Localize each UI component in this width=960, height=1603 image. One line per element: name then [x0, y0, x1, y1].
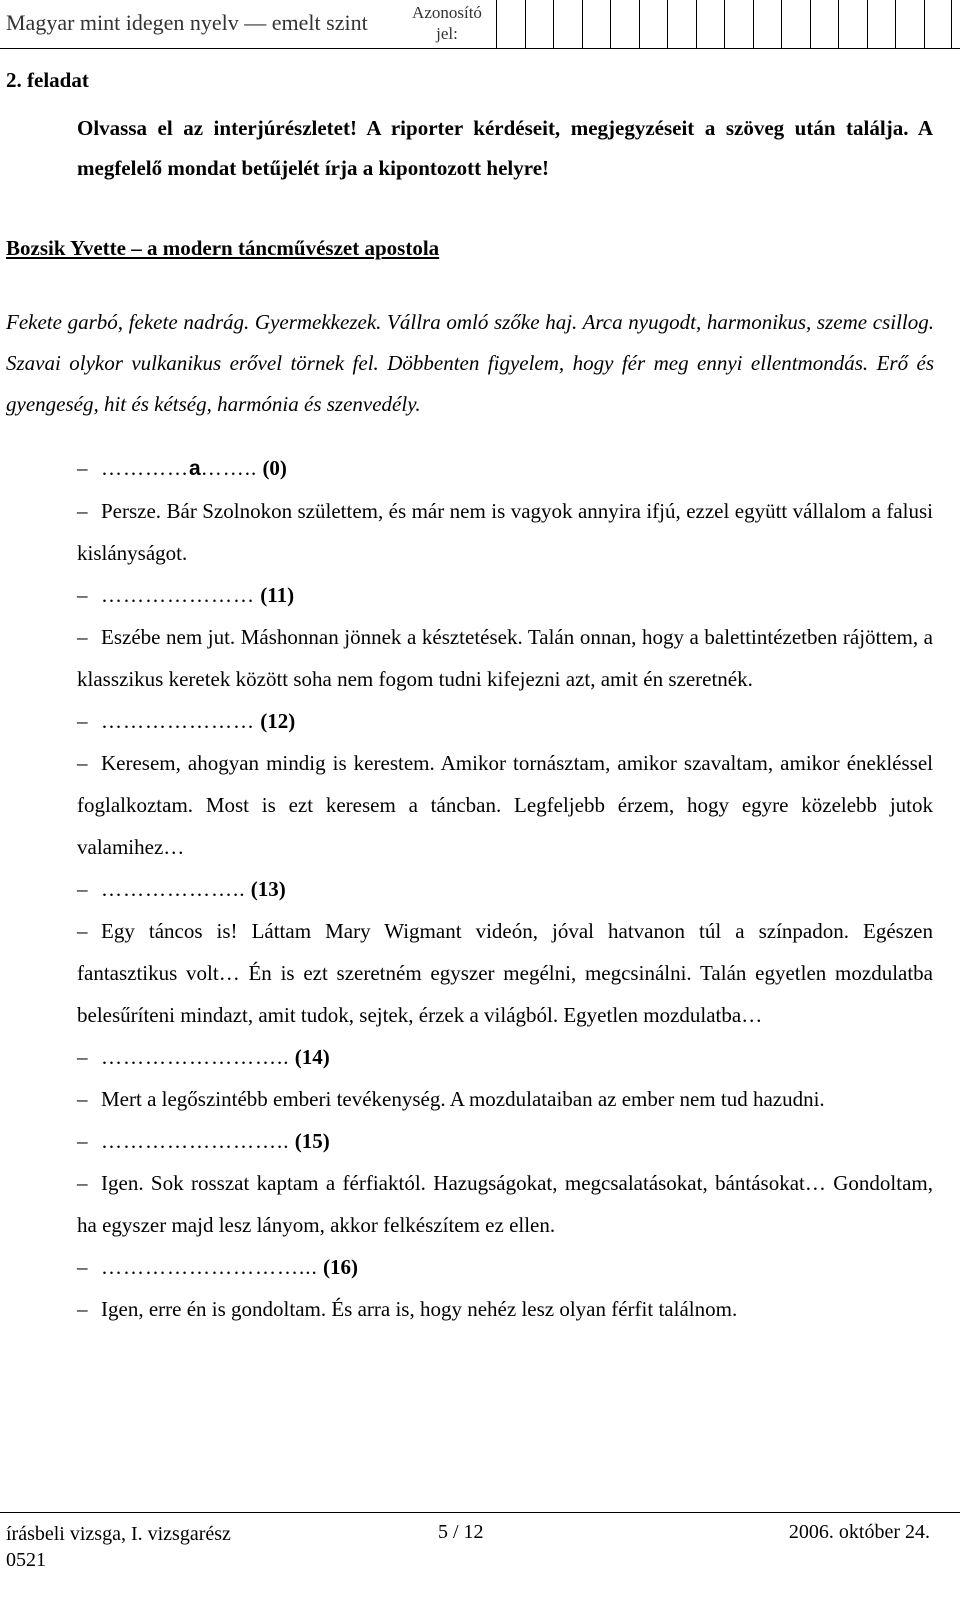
- answer-blank[interactable]: …………………: [101, 709, 255, 733]
- id-box[interactable]: [838, 0, 867, 48]
- id-box[interactable]: [496, 0, 525, 48]
- section-title: 2. feladat: [6, 68, 89, 92]
- page-footer: [0, 1512, 960, 1571]
- answer-blank[interactable]: ………………..: [101, 877, 246, 901]
- id-box[interactable]: [924, 0, 953, 48]
- footer-date: 2006. október 24.: [788, 1521, 930, 1543]
- question-number: (11): [260, 583, 295, 607]
- footer-code: 0521: [6, 1549, 46, 1571]
- id-box[interactable]: [753, 0, 782, 48]
- id-boxes[interactable]: [496, 0, 952, 48]
- id-box[interactable]: [696, 0, 725, 48]
- question-line-13[interactable]: – ……………….. (13): [77, 877, 286, 901]
- footer-exam-name: írásbeli vizsga, I. vizsgarész: [6, 1523, 231, 1545]
- id-box[interactable]: [867, 0, 896, 48]
- id-box[interactable]: [639, 0, 668, 48]
- id-box[interactable]: [724, 0, 753, 48]
- page-header: [0, 0, 960, 49]
- article-title: Bozsik Yvette – a modern táncművészet apostola: [6, 236, 440, 260]
- answer-blank: …………: [101, 456, 189, 480]
- answer-blank[interactable]: ……………………..: [101, 1045, 290, 1069]
- answer-text: – Igen, erre én is gondoltam. És arra is, hogy nehéz lesz olyan férfit találnom.: [77, 1297, 738, 1321]
- question-number: (12): [260, 709, 296, 733]
- question-number: (15): [294, 1129, 330, 1153]
- id-box[interactable]: [553, 0, 582, 48]
- answer-text: – Persze. Bár Szolnokon születtem, és már nem is vagyok annyira ifjú, ezzel együtt vállalom a falusi kislányságot.: [77, 499, 933, 565]
- id-box[interactable]: [525, 0, 554, 48]
- answer-text: – Eszébe nem jut. Máshonnan jönnek a késztetések. Talán onnan, hogy a balettintézetben rájöttem, a klasszikus keretek között soha nem fogom tudni kifejezni azt, amit én szeretnék.: [77, 625, 933, 691]
- id-box[interactable]: [781, 0, 810, 48]
- question-number: (0): [262, 456, 287, 480]
- id-label: Azonosító jel:: [412, 3, 482, 43]
- answer-text: – Igen. Sok rosszat kaptam a férfiaktól. Hazugságokat, megcsalatásokat, bántásokat… Gondoltam, ha egyszer majd lesz lányom, akkor felkészítem ez ellen.: [77, 1171, 933, 1237]
- interview-dialog: [77, 447, 933, 1330]
- question-line-14[interactable]: – …………………….. (14): [77, 1045, 330, 1069]
- answer-blank[interactable]: …………………: [101, 583, 255, 607]
- answer-text: – Keresem, ahogyan mindig is kerestem. Amikor tornásztam, amikor szavaltam, amikor énekléssel foglalkoztam. Most is ezt keresem a táncban. Legfeljebb érzem, hogy egyre közelebb jutok valamihez…: [77, 751, 933, 859]
- answer-text: – Egy táncos is! Láttam Mary Wigmant videón, jóval hatvanon túl a színpadon. Egészen fantasztikus volt… Én is ezt szeretném egyszer megélni, megcsinálni. Talán egyetlen mozdulatba belesűríteni mindazt, amit tudok, sejtek, érzek a világból. Egyetlen mozdulatba…: [77, 919, 933, 1027]
- question-line-16[interactable]: – ………………………... (16): [77, 1255, 358, 1279]
- question-line-0: – …………a…….. (0): [77, 456, 287, 480]
- page-number: 5 / 12: [438, 1521, 484, 1543]
- task-instruction: Olvassa el az interjúrészletet! A riporter kérdéseit, megjegyzéseit a szöveg után találja. A megfelelő mondat betűjelét írja a kipontozott helyre!: [77, 116, 933, 180]
- example-letter: a: [189, 457, 201, 480]
- question-line-15[interactable]: – …………………….. (15): [77, 1129, 330, 1153]
- question-number: (13): [250, 877, 286, 901]
- question-number: (14): [294, 1045, 330, 1069]
- header-title: Magyar mint idegen nyelv — emelt szint: [6, 10, 368, 35]
- answer-blank: ……..: [200, 456, 258, 480]
- answer-blank[interactable]: ………………………...: [101, 1255, 318, 1279]
- article-intro: Fekete garbó, fekete nadrág. Gyermekkezek. Vállra omló szőke haj. Arca nyugodt, harmonikus, szeme csillog. Szavai olykor vulkanikus erővel törnek fel. Döbbenten figyelem, hogy fér meg ennyi ellentmondás. Erő és gyengeség, hit és kétség, harmónia és szenvedély.: [6, 310, 934, 416]
- id-box[interactable]: [582, 0, 611, 48]
- question-number: (16): [323, 1255, 358, 1279]
- answer-blank[interactable]: ……………………..: [101, 1129, 290, 1153]
- id-box[interactable]: [667, 0, 696, 48]
- answer-text: – Mert a legőszintébb emberi tevékenység. A mozdulataiban az ember nem tud hazudni.: [77, 1087, 825, 1111]
- id-box[interactable]: [895, 0, 924, 48]
- id-box[interactable]: [810, 0, 839, 48]
- id-box[interactable]: [610, 0, 639, 48]
- question-line-11[interactable]: – ………………… (11): [77, 583, 295, 607]
- question-line-12[interactable]: – ………………… (12): [77, 709, 296, 733]
- footer-exam: [6, 1521, 231, 1573]
